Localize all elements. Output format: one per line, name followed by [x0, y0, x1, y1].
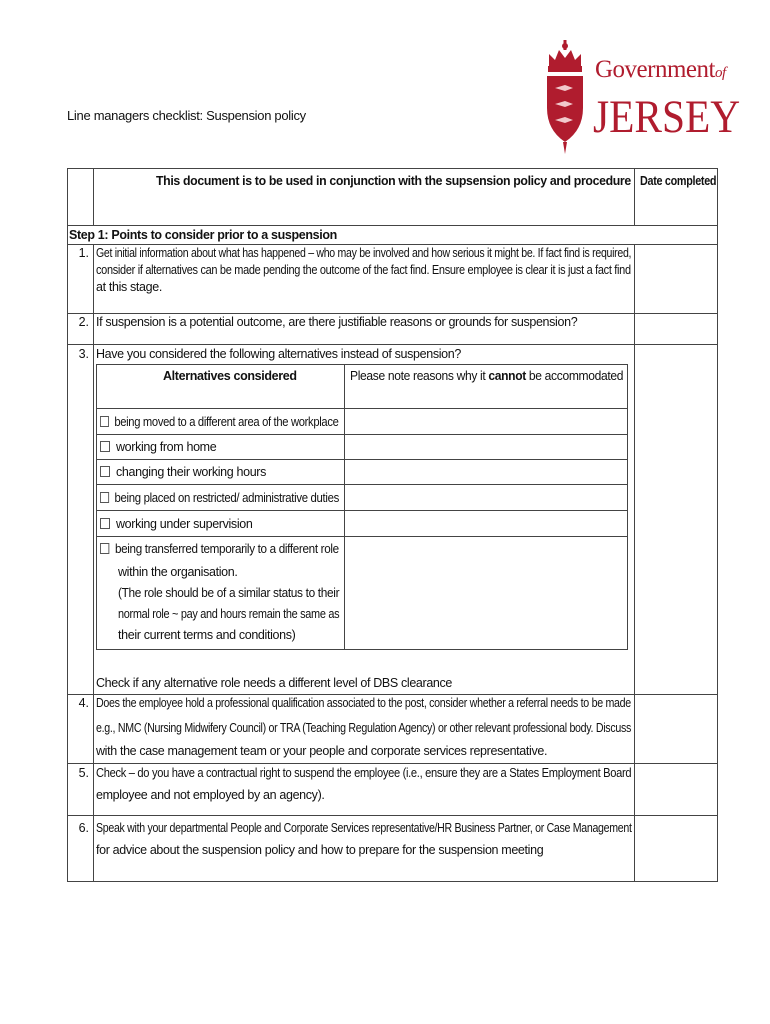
item-1-line-1: Get initial information about what has happened – who may be involved and how serious it might be. If fact find is required, [96, 246, 632, 260]
checkbox-icon[interactable] [100, 518, 110, 529]
item-2-line-1: If suspension is a potential outcome, are there justifiable reasons or grounds for suspension? [96, 315, 578, 329]
item-5-line-2: employee and not employed by an agency). [96, 788, 325, 802]
checkbox-icon[interactable] [100, 492, 109, 503]
item-5-line-1: Check – do you have a contractual right to suspend the employee (i.e., ensure they are a States Employment Board [96, 766, 632, 780]
item-4-line-3: with the case management team or your people and corporate services representative. [96, 744, 548, 758]
item-number: 1. [78, 246, 89, 260]
alternative-option[interactable]: working under supervision [100, 516, 252, 533]
reasons-header: Please note reasons why it cannot be accommodated [350, 369, 624, 383]
alternatives-considered-header: Alternatives considered [163, 369, 297, 383]
table-header-note: This document is to be used in conjunction with the supsension policy and procedure [156, 174, 631, 188]
item-3-line-1: Have you considered the following alternatives instead of suspension? [96, 347, 461, 361]
item-number: 6. [78, 821, 89, 835]
checkbox-icon[interactable] [100, 416, 109, 427]
alternative-option-detail: their current terms and conditions) [118, 628, 296, 642]
dbs-clearance-note: Check if any alternative role needs a different level of DBS clearance [96, 676, 453, 690]
logo-jersey-text: JERSEY [593, 91, 741, 143]
item-4-line-1: Does the employee hold a professional qualification associated to the post, consider whether a referral needs to be made [96, 696, 631, 710]
item-number: 5. [78, 766, 89, 780]
checkbox-icon[interactable] [100, 441, 110, 452]
item-number: 2. [78, 315, 89, 329]
item-6-line-1: Speak with your departmental People and Corporate Services representative/HR Business Partner, or Case Management [96, 821, 632, 835]
alternative-option[interactable]: changing their working hours [100, 464, 266, 481]
date-completed-header: Date completed [640, 174, 717, 188]
alternative-option[interactable]: being transferred temporarily to a different role [100, 541, 339, 558]
alternative-option-detail: (The role should be of a similar status to their [118, 586, 340, 600]
alternative-option[interactable]: being moved to a different area of the workplace [100, 414, 339, 431]
checklist-table [67, 168, 718, 882]
alternative-option[interactable]: working from home [100, 439, 216, 456]
checkbox-icon[interactable] [100, 466, 110, 477]
item-4-line-2: e.g., NMC (Nursing Midwifery Council) or TRA (Teaching Regulation Agency) or other relevant professional body. Discuss [96, 721, 631, 735]
logo-government-text: Governmentof [595, 56, 726, 83]
checkbox-icon[interactable] [100, 543, 109, 554]
item-number: 4. [78, 696, 89, 710]
item-1-line-2: consider if alternatives can be made pending the outcome of the fact find. Ensure employee is clear it is just a fact find [96, 263, 631, 277]
document-title: Line managers checklist: Suspension policy [67, 108, 306, 123]
government-of-jersey-logo [543, 38, 741, 163]
alternative-option[interactable]: being placed on restricted/ administrative duties [100, 490, 339, 507]
item-6-line-2: for advice about the suspension policy and how to prepare for the suspension meeting [96, 843, 544, 857]
alternative-option-detail: normal role ~ pay and hours remain the same as [118, 607, 340, 621]
item-number: 3. [78, 347, 89, 361]
step1-title: Step 1: Points to consider prior to a suspension [69, 228, 337, 242]
jersey-crest-icon [543, 38, 588, 156]
alternative-option-detail: within the organisation. [118, 565, 238, 579]
item-1-line-3: at this stage. [96, 280, 162, 294]
